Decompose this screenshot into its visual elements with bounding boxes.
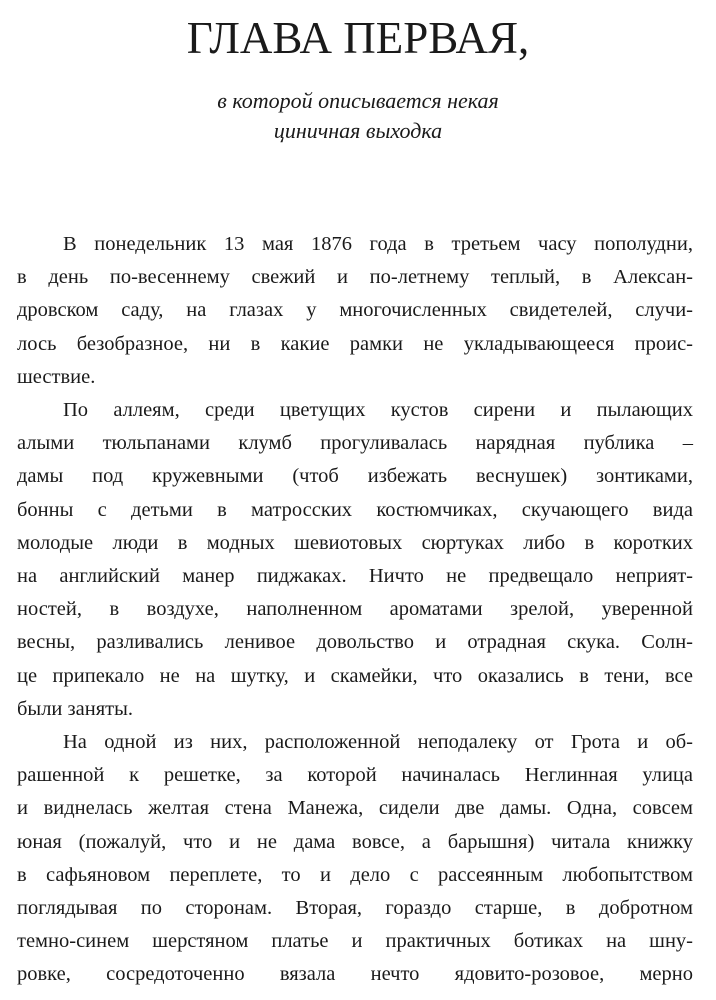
text-line: весны, разливались ленивое довольство и отрадная скука. Солн- xyxy=(17,631,693,654)
text-line: На одной из них, расположенной неподалеку от Грота и об- xyxy=(63,731,693,754)
text-line: По аллеям, среди цветущих кустов сирени и пылающих xyxy=(63,399,693,422)
text-line: дамы под кружевными (чтоб избежать веснушек) зонтиками, xyxy=(17,465,693,488)
text-line: на английский манер пиджаках. Ничто не предвещало неприят- xyxy=(17,565,693,588)
text-line: це припекало не на шутку, и скамейки, что оказались в тени, все xyxy=(17,664,693,687)
text-line: бонны с детьми в матросских костюмчиках, скучающего вида xyxy=(17,498,693,521)
text-line: были заняты. xyxy=(17,697,133,720)
text-line: лось безобразное, ни в какие рамки не укладывающееся проис- xyxy=(17,332,693,355)
text-line: алыми тюльпанами клумб прогуливалась нарядная публика – xyxy=(17,432,693,455)
text-line: и виднелась желтая стена Манежа, сидели две дамы. Одна, совсем xyxy=(17,797,693,820)
text-line: в сафьяновом переплете, то и дело с рассеянным любопытством xyxy=(17,863,693,886)
chapter-subtitle-line: в которой описывается некая xyxy=(217,88,499,113)
text-line: молодые люди в модных шевиотовых сюртуках либо в коротких xyxy=(17,531,693,554)
chapter-title: ГЛАВА ПЕРВАЯ, xyxy=(186,13,530,63)
text-line: юная (пожалуй, что и не дама вовсе, а барышня) читала книжку xyxy=(17,830,693,853)
chapter-body xyxy=(17,228,693,992)
paragraph-1 xyxy=(17,228,693,394)
text-line: ровке, сосредоточенно вязала нечто ядовито-розовое, мерно xyxy=(17,963,693,986)
text-line: шествие. xyxy=(17,365,96,388)
chapter-subtitle-line: циничная выходка xyxy=(273,118,443,143)
text-line: поглядывая по сторонам. Вторая, гораздо старше, в добротном xyxy=(17,897,693,920)
text-line: ностей, в воздухе, наполненном ароматами зрелой, уверенной xyxy=(17,598,693,621)
text-line: в день по-весеннему свежий и по-летнему теплый, в Алексан- xyxy=(17,266,693,289)
text-line: темно-синем шерстяном платье и практичных ботиках на шну- xyxy=(17,930,693,953)
paragraph-3 xyxy=(17,726,693,992)
text-line: рашенной к решетке, за которой начиналась Неглинная улица xyxy=(17,764,693,787)
text-line: дровском саду, на глазах у многочисленных свидетелей, случи- xyxy=(17,299,693,322)
text-line: В понедельник 13 мая 1876 года в третьем часу пополудни, xyxy=(63,233,693,255)
paragraph-2 xyxy=(17,394,693,726)
chapter-subtitle xyxy=(0,86,716,146)
